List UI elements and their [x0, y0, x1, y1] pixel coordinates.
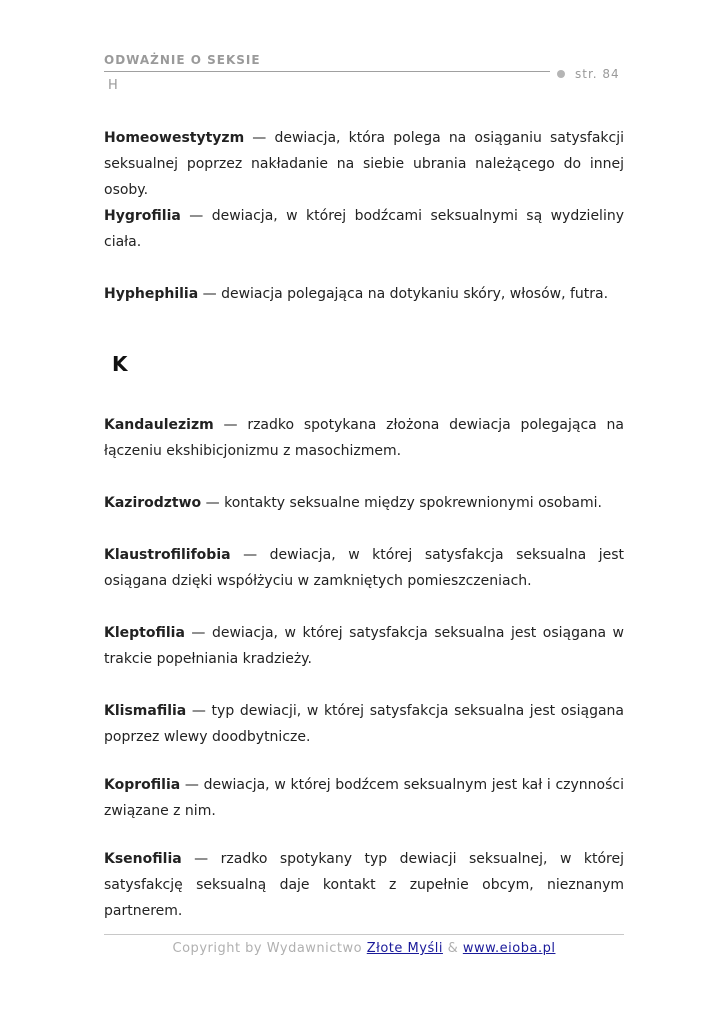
section-letter: H: [108, 78, 118, 93]
footer-ampersand: &: [442, 941, 463, 956]
entry-definition: dewiacja, w której satysfakcja seksualna jest osiągana dzięki współżyciu w zamkniętych pomieszczeniach.: [104, 547, 624, 589]
entry-term: Koprofilia: [104, 777, 181, 793]
bullet-icon: [557, 70, 565, 78]
entry-kazirodztwo: [104, 490, 624, 516]
entry-klaustrofilifobia: [104, 542, 624, 594]
entry-definition: typ dewiacji, w której satysfakcja seksualna jest osiągana poprzez wlewy doodbytnicze.: [104, 703, 624, 745]
entry-separator: —: [201, 495, 225, 511]
page-number: str. 84: [575, 67, 620, 81]
entry-definition: dewiacja, która polega na osiąganiu satysfakcji seksualnej poprzez nakładanie na siebie ubrania należącego do innej osoby.: [104, 130, 624, 198]
footer-divider: [104, 934, 624, 935]
header-divider: [104, 71, 550, 72]
entry-term: Kleptofilia: [104, 625, 185, 641]
entry-term: Klismafilia: [104, 703, 187, 719]
entry-term: Ksenofilia: [104, 851, 182, 867]
entry-term: Homeowestytyzm: [104, 130, 245, 146]
copyright-text: Copyright by Wydawnictwo: [172, 941, 367, 956]
entry-kleptofilia: [104, 620, 624, 672]
entry-definition: kontakty seksualne między spokrewnionymi osobami.: [224, 495, 602, 511]
entry-definition: dewiacja, w której bodźcami seksualnymi są wydzieliny ciała.: [104, 208, 624, 250]
entry-term: Kazirodztwo: [104, 495, 202, 511]
entry-term: Hygrofilia: [104, 208, 181, 224]
entry-separator: —: [244, 130, 275, 146]
entry-koprofilia: [104, 772, 624, 824]
site-link[interactable]: www.eioba.pl: [462, 941, 556, 956]
entry-hyphephilia: [104, 281, 624, 307]
book-title: ODWAŻNIE O SEKSIE: [104, 53, 261, 67]
entry-term: Kandaulezizm: [104, 417, 214, 433]
page-footer: [0, 941, 728, 956]
entry-definition: rzadko spotykany typ dewiacji seksualnej, w której satysfakcję seksualną daje kontakt z zupełnie obcym, nieznanym partnerem.: [104, 851, 624, 919]
entry-separator: —: [180, 208, 212, 224]
entry-separator: —: [181, 851, 221, 867]
entry-separator: —: [184, 625, 212, 641]
entry-klismafilia: [104, 698, 624, 750]
entry-separator: —: [213, 417, 248, 433]
publisher-link[interactable]: Złote Myśli: [366, 941, 443, 956]
letter-heading-k: K: [112, 352, 128, 376]
entry-separator: —: [180, 777, 204, 793]
entry-term: Hyphephilia: [104, 286, 199, 302]
entry-definition: dewiacja, w której bodźcem seksualnym jest kał i czynności związane z nim.: [104, 777, 624, 819]
entry-separator: —: [230, 547, 270, 563]
entry-definition: dewiacja, w której satysfakcja seksualna jest osiągana w trakcie popełniania kradzieży.: [104, 625, 624, 667]
entry-homeowestytyzm: [104, 125, 624, 203]
entry-separator: —: [198, 286, 222, 302]
entry-hygrofilia: [104, 203, 624, 255]
entry-separator: —: [186, 703, 212, 719]
entry-term: Klaustrofilifobia: [104, 547, 231, 563]
entry-ksenofilia: [104, 846, 624, 924]
entry-definition: dewiacja polegająca na dotykaniu skóry, włosów, futra.: [221, 286, 609, 302]
entry-kandaulezizm: [104, 412, 624, 464]
entry-definition: rzadko spotykana złożona dewiacja polegająca na łączeniu ekshibicjonizmu z masochizmem.: [104, 417, 624, 459]
